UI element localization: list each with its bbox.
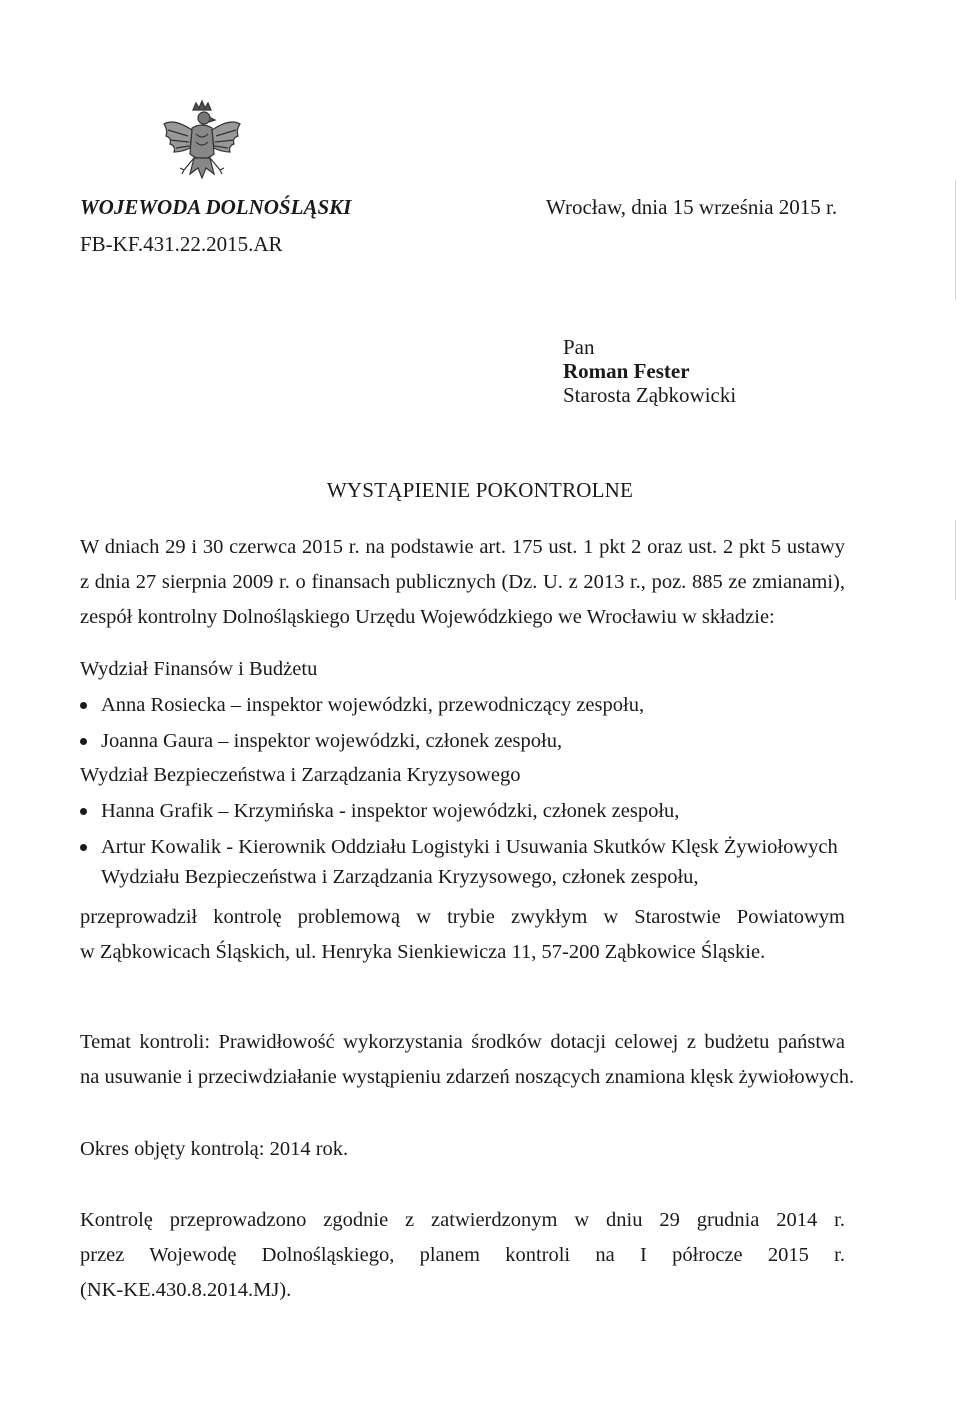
outcome-line: przeprowadził kontrolę problemową w trybie zwykłym w Starostwie Powiatowym: [80, 906, 845, 928]
recipient-position: Starosta Ząbkowicki: [563, 383, 737, 407]
outcome-line: w Ząbkowicach Śląskich, ul. Henryka Sienkiewicza 11, 57-200 Ząbkowice Śląskie.: [80, 941, 766, 963]
team-member-text: Hanna Grafik – Krzymińska - inspektor wojewódzki, członek zespołu,: [101, 800, 680, 822]
plan-line: (NK-KE.430.8.2014.MJ).: [80, 1279, 292, 1301]
intro-line: W dniach 29 i 30 czerwca 2015 r. na podstawie art. 175 ust. 1 pkt 2 oraz ust. 2 pkt 5 ustawy: [80, 536, 845, 558]
intro-line: z dnia 27 sierpnia 2009 r. o finansach publicznych (Dz. U. z 2013 r., poz. 885 ze zmianami),: [80, 571, 845, 593]
bullet-icon: [80, 808, 87, 815]
team-member-text: Anna Rosiecka – inspektor wojewódzki, przewodniczący zespołu,: [101, 694, 645, 716]
case-reference-number: FB-KF.431.22.2015.AR: [80, 232, 283, 256]
bullet-icon: [80, 702, 87, 709]
team-member-text: Artur Kowalik - Kierownik Oddziału Logistyki i Usuwania Skutków Klęsk Żywiołowych: [101, 836, 838, 858]
recipient-name: Roman Fester: [563, 359, 690, 383]
bullet-icon: [80, 844, 87, 851]
control-subject-paragraph: [80, 1025, 855, 1095]
team-member-text: Joanna Gaura – inspektor wojewódzki, członek zespołu,: [101, 730, 563, 752]
bullet-icon: [80, 738, 87, 745]
plan-line: Kontrolę przeprowadzono zgodnie z zatwierdzonym w dniu 29 grudnia 2014 r.: [80, 1209, 845, 1231]
letter-date: Wrocław, dnia 15 września 2015 r.: [546, 195, 838, 219]
document-title: WYSTĄPIENIE POKONTROLNE: [326, 478, 634, 502]
subject-line: na usuwanie i przeciwdziałanie wystąpieniu zdarzeń noszących znamiona klęsk żywiołowych.: [80, 1066, 855, 1088]
intro-paragraph: [80, 530, 845, 635]
department-heading: Wydział Bezpieczeństwa i Zarządzania Kryzysowego: [80, 764, 521, 786]
scan-artifact: [955, 180, 956, 300]
team-member-text-continuation: Wydziału Bezpieczeństwa i Zarządzania Kryzysowego, członek zespołu,: [101, 866, 699, 888]
recipient-salutation: Pan: [563, 335, 595, 359]
plan-line: przez Wojewodę Dolnośląskiego, planem kontroli na I półrocze 2015 r.: [80, 1244, 845, 1266]
recipient-block: [563, 335, 736, 407]
control-plan-paragraph: [80, 1203, 845, 1308]
department-heading: Wydział Finansów i Budżetu: [80, 658, 318, 680]
control-outcome-paragraph: [80, 900, 845, 970]
control-period: Okres objęty kontrolą: 2014 rok.: [80, 1138, 349, 1160]
intro-line: zespół kontrolny Dolnośląskiego Urzędu Wojewódzkiego we Wrocławiu w składzie:: [80, 606, 775, 628]
subject-line: Temat kontroli: Prawidłowość wykorzystania środków dotacji celowej z budżetu państwa: [80, 1031, 845, 1053]
polish-eagle-emblem: [160, 100, 244, 188]
issuing-authority: WOJEWODA DOLNOŚLĄSKI: [80, 195, 352, 219]
scan-artifact: [955, 520, 956, 600]
